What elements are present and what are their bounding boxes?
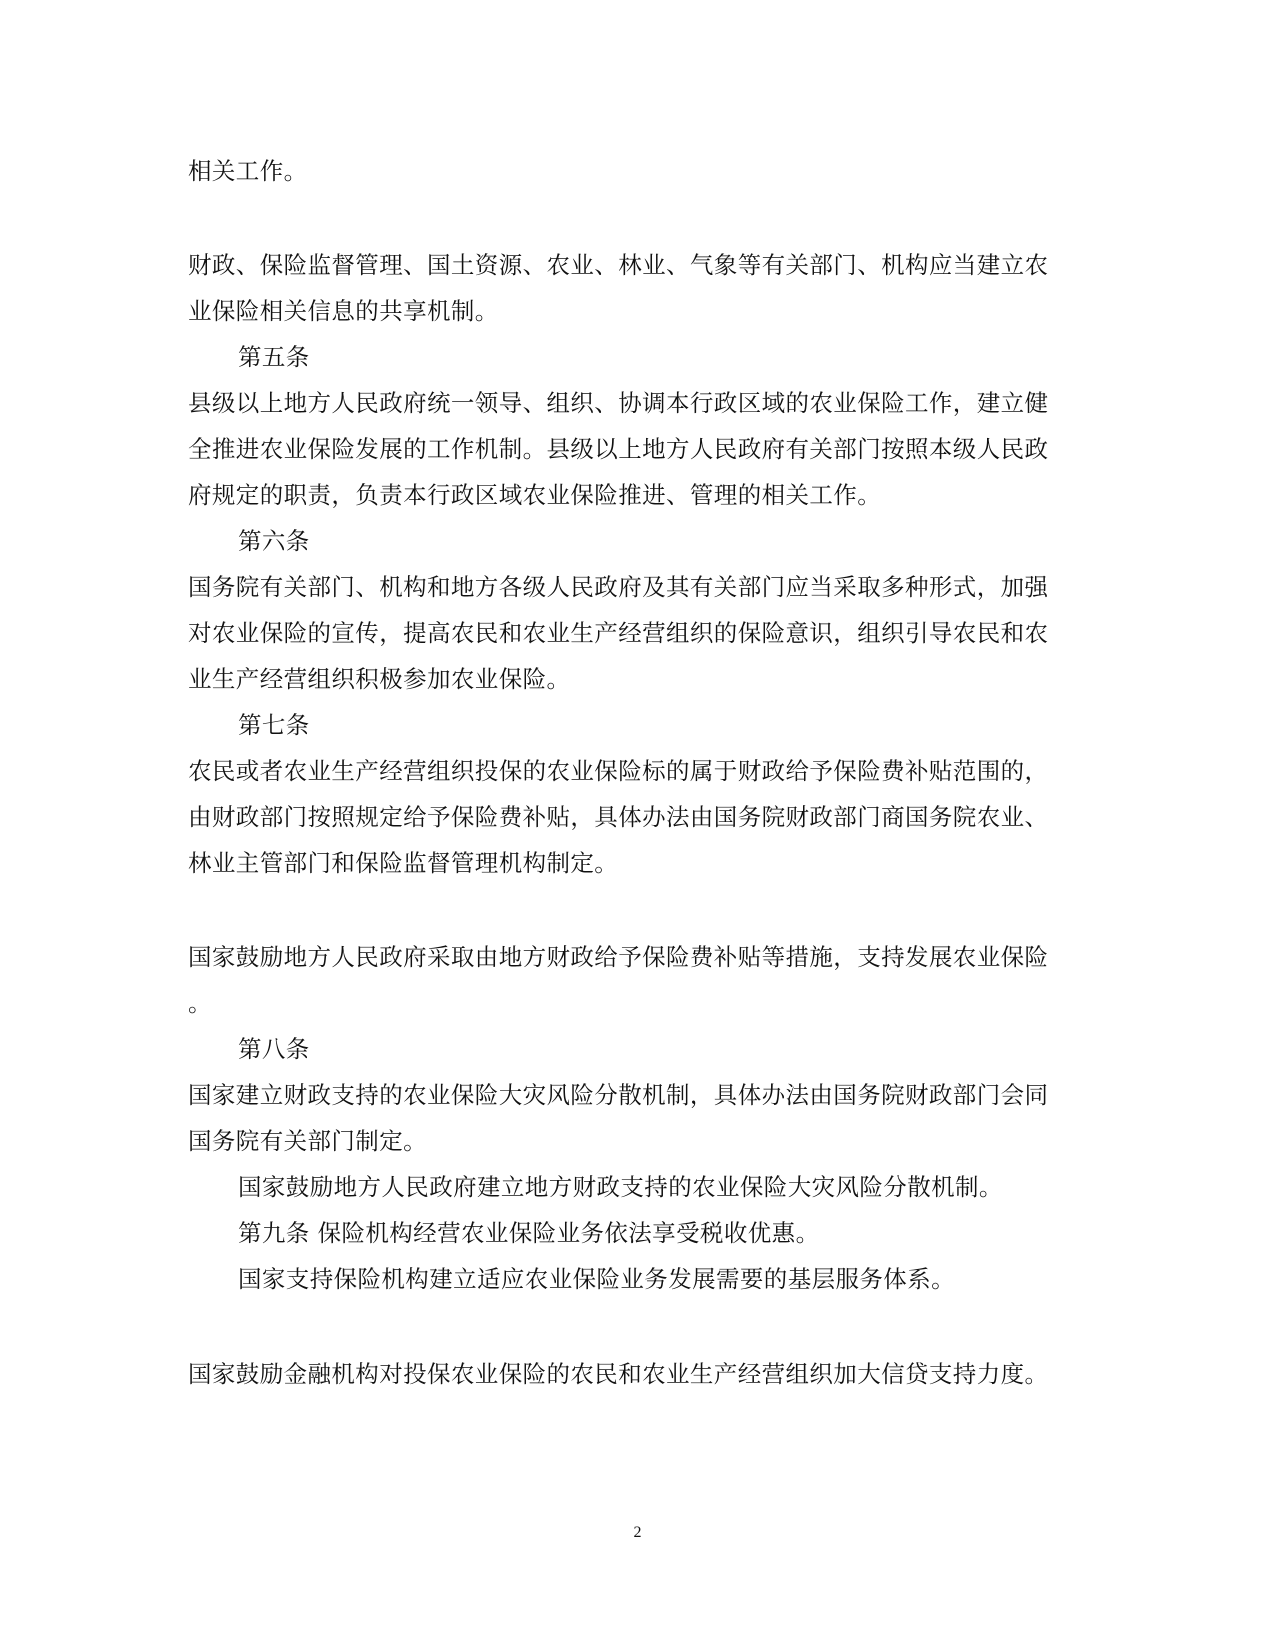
text-line: 农民或者农业生产经营组织投保的农业保险标的属于财政给予保险费补贴范围的， [188,757,1049,785]
text-line: 相关工作。 [188,157,308,185]
text-line: 全推进农业保险发展的工作机制。县级以上地方人民政府有关部门按照本级人民政 [188,435,1049,463]
text-line: 国家鼓励地方人民政府建立地方财政支持的农业保险大灾风险分散机制。 [238,1173,1003,1201]
text-line: 对农业保险的宣传，提高农民和农业生产经营组织的保险意识，组织引导农民和农 [188,619,1049,647]
text-line: 。 [188,989,212,1017]
text-line: 业保险相关信息的共享机制。 [188,297,499,325]
article-heading: 第五条 [238,343,310,371]
text-line: 国家建立财政支持的农业保险大灾风险分散机制，具体办法由国务院财政部门会同 [188,1081,1049,1109]
article-heading: 第七条 [238,711,310,739]
text-line: 财政、保险监督管理、国土资源、农业、林业、气象等有关部门、机构应当建立农 [188,251,1049,279]
article-heading: 第八条 [238,1035,310,1063]
text-line: 县级以上地方人民政府统一领导、组织、协调本行政区域的农业保险工作，建立健 [188,389,1049,417]
text-line: 业生产经营组织积极参加农业保险。 [188,665,571,693]
article-heading: 第九条 保险机构经营农业保险业务依法享受税收优惠。 [238,1219,820,1247]
text-line: 国家支持保险机构建立适应农业保险业务发展需要的基层服务体系。 [238,1265,955,1293]
text-line: 国家鼓励金融机构对投保农业保险的农民和农业生产经营组织加大信贷支持力度。 [188,1360,1049,1388]
text-line: 国家鼓励地方人民政府采取由地方财政给予保险费补贴等措施，支持发展农业保险 [188,943,1049,971]
text-line: 府规定的职责，负责本行政区域农业保险推进、管理的相关工作。 [188,481,882,509]
page-number: 2 [633,1524,642,1541]
text-line: 国务院有关部门、机构和地方各级人民政府及其有关部门应当采取多种形式，加强 [188,573,1049,601]
text-line: 林业主管部门和保险监督管理机构制定。 [188,849,619,877]
text-line: 国务院有关部门制定。 [188,1127,427,1155]
text-line: 由财政部门按照规定给予保险费补贴，具体办法由国务院财政部门商国务院农业、 [188,803,1049,831]
article-heading: 第六条 [238,527,310,555]
